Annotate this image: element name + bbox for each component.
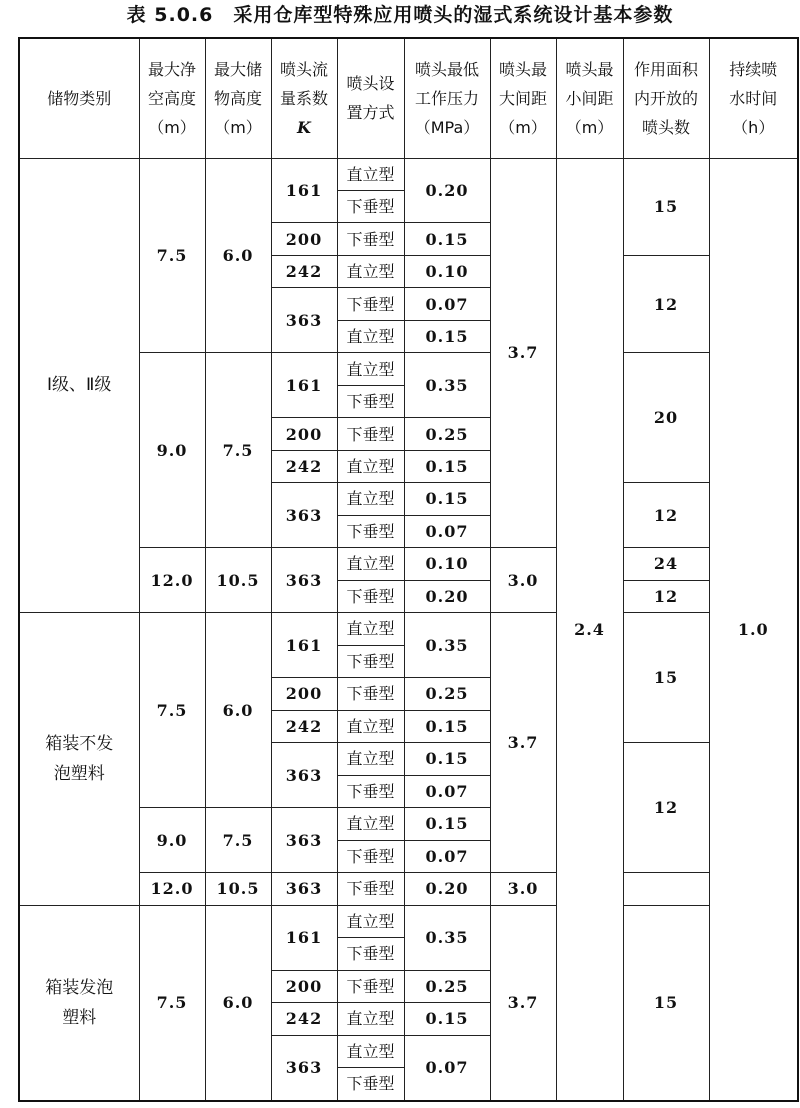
pressure-cell: 0.15	[404, 743, 490, 775]
header-pressure: 喷头最低 工作压力 （MPa）	[404, 38, 490, 158]
mount-cell: 下垂型	[337, 775, 404, 807]
clear-height-cell: 12.0	[139, 548, 205, 613]
mount-cell: 直立型	[337, 1003, 404, 1035]
category-cell: Ⅰ级、Ⅱ级	[19, 158, 139, 613]
pressure-cell: 0.07	[404, 515, 490, 547]
open-count-cell: 12	[623, 255, 709, 352]
storage-height-cell: 10.5	[205, 873, 271, 905]
k-factor-cell: 161	[271, 613, 337, 678]
pressure-cell: 0.15	[404, 223, 490, 255]
k-factor-cell: 200	[271, 223, 337, 255]
mount-cell: 直立型	[337, 450, 404, 482]
mount-cell: 下垂型	[337, 385, 404, 417]
k-factor-cell: 161	[271, 158, 337, 223]
mount-cell: 下垂型	[337, 970, 404, 1002]
pressure-cell: 0.20	[404, 580, 490, 612]
open-count-cell: 24	[623, 548, 709, 580]
clear-height-cell: 7.5	[139, 613, 205, 808]
open-count-cell: 20	[623, 353, 709, 483]
mount-cell: 下垂型	[337, 223, 404, 255]
min-spacing-cell: 2.4	[556, 158, 623, 1101]
k-factor-cell: 363	[271, 1035, 337, 1101]
storage-height-cell: 6.0	[205, 905, 271, 1101]
k-factor-cell: 242	[271, 1003, 337, 1035]
pressure-cell: 0.20	[404, 158, 490, 223]
max-spacing-cell: 3.0	[490, 548, 556, 613]
clear-height-cell: 9.0	[139, 353, 205, 548]
mount-cell: 直立型	[337, 710, 404, 742]
category-cell: 箱装发泡 塑料	[19, 905, 139, 1101]
mount-cell: 下垂型	[337, 938, 404, 970]
pressure-cell: 0.10	[404, 548, 490, 580]
k-factor-cell: 242	[271, 710, 337, 742]
pressure-cell: 0.35	[404, 353, 490, 418]
mount-cell: 下垂型	[337, 418, 404, 450]
mount-cell: 直立型	[337, 905, 404, 937]
header-clear-height: 最大净 空高度 （m）	[139, 38, 205, 158]
k-factor-cell: 161	[271, 353, 337, 418]
clear-height-cell: 12.0	[139, 873, 205, 905]
mount-cell: 直立型	[337, 1035, 404, 1067]
header-min-spacing: 喷头最 小间距 （m）	[556, 38, 623, 158]
k-factor-cell: 242	[271, 255, 337, 287]
mount-cell: 下垂型	[337, 1068, 404, 1101]
max-spacing-cell: 3.0	[490, 873, 556, 905]
storage-height-cell: 6.0	[205, 158, 271, 353]
mount-cell: 下垂型	[337, 645, 404, 677]
max-spacing-cell: 3.7	[490, 158, 556, 548]
storage-height-cell: 10.5	[205, 548, 271, 613]
k-factor-cell: 363	[271, 743, 337, 808]
pressure-cell: 0.20	[404, 873, 490, 905]
pressure-cell: 0.10	[404, 255, 490, 287]
storage-height-cell: 6.0	[205, 613, 271, 808]
mount-cell: 下垂型	[337, 580, 404, 612]
pressure-cell: 0.25	[404, 418, 490, 450]
pressure-cell: 0.35	[404, 613, 490, 678]
pressure-cell: 0.15	[404, 320, 490, 352]
clear-height-cell: 9.0	[139, 808, 205, 873]
pressure-cell: 0.35	[404, 905, 490, 970]
pressure-cell: 0.07	[404, 840, 490, 872]
k-factor-cell: 242	[271, 450, 337, 482]
k-factor-cell: 363	[271, 548, 337, 613]
pressure-cell: 0.25	[404, 970, 490, 1002]
category-cell: 箱装不发 泡塑料	[19, 613, 139, 905]
mount-cell: 直立型	[337, 320, 404, 352]
mount-cell: 下垂型	[337, 678, 404, 710]
header-duration: 持续喷 水时间 （h）	[709, 38, 798, 158]
header-open-count: 作用面积 内开放的 喷头数	[623, 38, 709, 158]
pressure-cell: 0.15	[404, 1003, 490, 1035]
mount-cell: 下垂型	[337, 515, 404, 547]
mount-cell: 下垂型	[337, 190, 404, 222]
open-count-cell: 12	[623, 580, 709, 612]
k-factor-cell: 200	[271, 970, 337, 1002]
mount-cell: 直立型	[337, 808, 404, 840]
mount-cell: 直立型	[337, 158, 404, 190]
open-count-cell: 12	[623, 483, 709, 548]
duration-cell: 1.0	[709, 158, 798, 1101]
mount-cell: 下垂型	[337, 288, 404, 320]
pressure-cell: 0.07	[404, 288, 490, 320]
pressure-cell: 0.15	[404, 450, 490, 482]
pressure-cell: 0.15	[404, 710, 490, 742]
mount-cell: 直立型	[337, 483, 404, 515]
mount-cell: 直立型	[337, 548, 404, 580]
mount-cell: 直立型	[337, 353, 404, 385]
clear-height-cell: 7.5	[139, 905, 205, 1101]
pressure-cell: 0.07	[404, 1035, 490, 1101]
k-factor-cell: 363	[271, 873, 337, 905]
table-title: 表 5.0.6 采用仓库型特殊应用喷头的湿式系统设计基本参数	[126, 4, 674, 26]
open-count-cell: 15	[623, 613, 709, 743]
open-count-cell: 12	[623, 743, 709, 873]
header-max-spacing: 喷头最 大间距 （m）	[490, 38, 556, 158]
table-row	[19, 905, 798, 937]
k-factor-cell: 363	[271, 288, 337, 353]
header-mount: 喷头设 置方式	[337, 38, 404, 158]
header-storage-height: 最大储 物高度 （m）	[205, 38, 271, 158]
k-factor-cell: 161	[271, 905, 337, 970]
pressure-cell: 0.15	[404, 483, 490, 515]
table-row	[19, 613, 798, 645]
pressure-cell: 0.07	[404, 775, 490, 807]
mount-cell: 下垂型	[337, 873, 404, 905]
table-row	[19, 158, 798, 190]
mount-cell: 下垂型	[337, 840, 404, 872]
k-factor-cell: 200	[271, 678, 337, 710]
max-spacing-cell: 3.7	[490, 905, 556, 1101]
storage-height-cell: 7.5	[205, 808, 271, 873]
pressure-cell: 0.25	[404, 678, 490, 710]
header-k-factor: 喷头流 量系数 K	[271, 38, 337, 158]
parameter-table-wrapper	[18, 37, 797, 1102]
header-category: 储物类别	[19, 38, 139, 158]
storage-height-cell: 7.5	[205, 353, 271, 548]
mount-cell: 直立型	[337, 743, 404, 775]
open-count-cell: 15	[623, 158, 709, 255]
header-row	[19, 38, 798, 158]
parameter-table	[18, 37, 799, 1102]
mount-cell: 直立型	[337, 255, 404, 287]
k-factor-cell: 363	[271, 808, 337, 873]
pressure-cell: 0.15	[404, 808, 490, 840]
max-spacing-cell: 3.7	[490, 613, 556, 873]
clear-height-cell: 7.5	[139, 158, 205, 353]
mount-cell: 直立型	[337, 613, 404, 645]
k-factor-cell: 363	[271, 483, 337, 548]
open-count-cell: 15	[623, 905, 709, 1101]
k-factor-cell: 200	[271, 418, 337, 450]
